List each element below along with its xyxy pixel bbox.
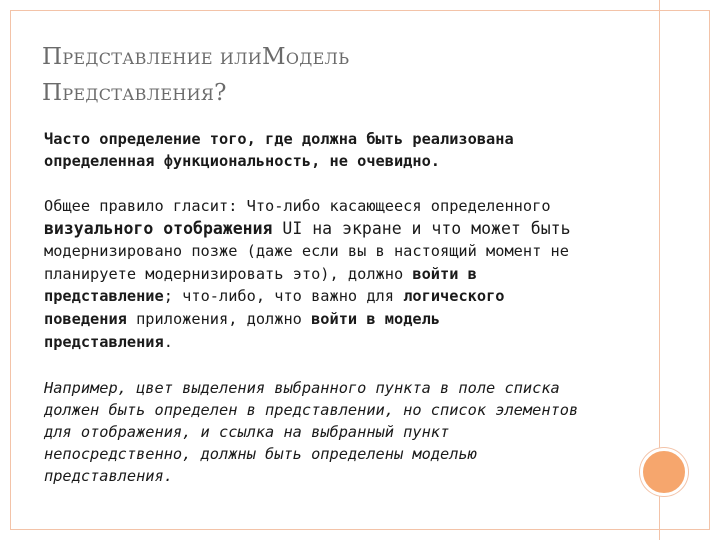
title-line-2: ПРЕДСТАВЛЕНИЯ? [42,80,227,106]
accent-circle [640,448,688,496]
slide-body [44,128,656,487]
rule-paragraph: Общее правило гласит: Что-либо касающееся определенного визуального отображения UI на экране и что может быть модернизировано позже (даже если вы в настоящий момент не планируете модернизировать это), должно войти в представление; что-либо, что важно для логического поведения приложения, должно войти в модель представления. [44,197,571,351]
slide-title [42,40,602,112]
intro-paragraph: Часто определение того, где должна быть реализована определенная функциональность, не очевидно. [44,130,514,170]
title-line-1: ПРЕДСТАВЛЕНИЕ ИЛИМОДЕЛЬ [42,44,350,70]
example-paragraph: Например, цвет выделения выбранного пункта в поле списка должен быть определен в представлении, но список элементов для отображения, и ссылка на выбранный пункт непосредственно, должны быть определены моделью представления. [44,379,579,486]
